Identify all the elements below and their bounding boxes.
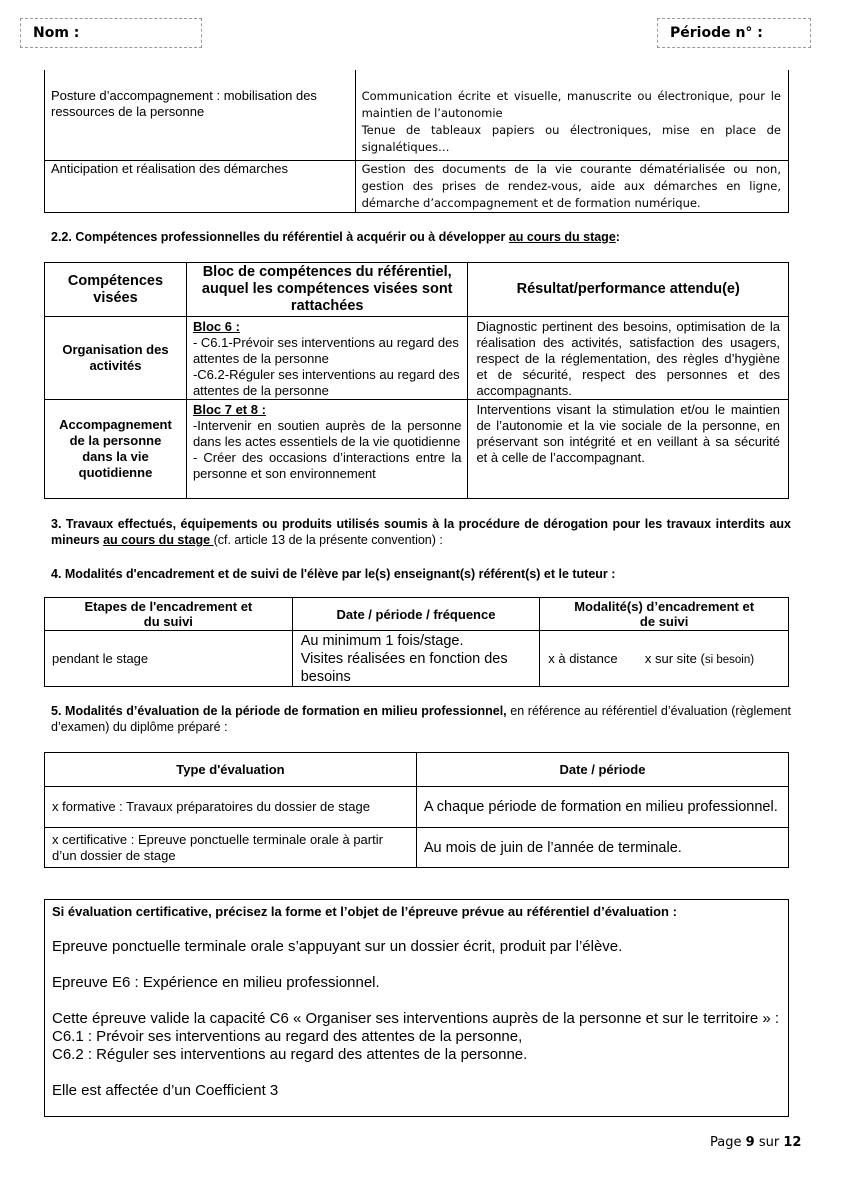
eval-date-formative: A chaque période de formation en milieu professionnel.	[416, 787, 788, 828]
top-row-1-line-1: Communication écrite et visuelle, manuscrite ou électronique, pour le maintien de l’autonomie	[361, 89, 781, 120]
table-header-row	[45, 263, 789, 317]
date-line-2: Visites réalisées en fonction des besoins	[300, 650, 508, 685]
top-table	[44, 70, 789, 213]
table-header-row	[45, 753, 789, 787]
encadrement-table	[44, 597, 789, 687]
certif-p4: C6.1 : Prévoir ses interventions au regard des attentes de la personne,	[52, 1028, 523, 1045]
bloc-7-8-line-2: - Créer des occasions d’interactions entre la personne et son environnement	[192, 450, 462, 481]
bloc-6-title: Bloc 6 :	[192, 319, 240, 334]
header-modalite: Modalité(s) d’encadrement et de suivi	[540, 598, 789, 631]
date-line-1: Au minimum 1 fois/stage.	[300, 632, 464, 649]
bloc-7-8-cell	[186, 400, 467, 499]
eval-type-certificative: x certificative : Epreuve ponctuelle terminale orale à partir d’un dossier de stage	[45, 828, 417, 868]
bloc-7-8-line-1: -Intervenir en soutien auprès de la personne dans les actes essentiels de la vie quotidienne	[192, 418, 462, 449]
table-row	[45, 400, 789, 499]
bloc-6-line-1: - C6.1-Prévoir ses interventions au regard des attentes de la personne	[192, 335, 459, 366]
periode-label: Période n° :	[670, 25, 763, 41]
eval-date-certificative: Au mois de juin de l’année de terminale.	[416, 828, 788, 868]
certif-title: Si évaluation certificative, précisez la forme et l’objet de l’épreuve prévue au référentiel d’évaluation :	[52, 904, 677, 919]
table-row	[45, 787, 789, 828]
table-row	[45, 631, 789, 687]
header-date: Date / période / fréquence	[292, 598, 540, 631]
certif-p6: Elle est affectée d’un Coefficient 3	[52, 1082, 279, 1099]
top-row-2-right: Gestion des documents de la vie courante dématérialisée ou non, gestion des prises de rendez-vous, aide aux démarches en ligne, démarche d’accompagnement et de formation numérique.	[355, 160, 788, 212]
periode-field[interactable]	[657, 18, 811, 48]
header-type: Type d'évaluation	[45, 753, 417, 787]
eval-type-formative: x formative : Travaux préparatoires du dossier de stage	[45, 787, 417, 828]
bloc-7-8-title: Bloc 7 et 8 :	[192, 402, 266, 417]
page-number: Page 9 sur 12	[710, 1135, 802, 1150]
table-header-row	[45, 598, 789, 631]
top-row-1-left: Posture d’accompagnement : mobilisation des ressources de la personne	[45, 70, 356, 160]
header-competences: Compétences visées	[45, 263, 187, 317]
header-bloc: Bloc de compétences du référentiel, auquel les compétences visées sont rattachées	[186, 263, 467, 317]
etape-cell: pendant le stage	[45, 631, 293, 687]
table-row	[45, 160, 789, 212]
modalite-cell	[540, 631, 789, 687]
header-etapes: Etapes de l'encadrement et du suivi	[45, 598, 293, 631]
table-row	[45, 828, 789, 868]
certif-p5: C6.2 : Réguler ses interventions au regard des attentes de la personne.	[52, 1046, 528, 1063]
certif-p1: Epreuve ponctuelle terminale orale s’appuyant sur un dossier écrit, produit par l’élève.	[52, 938, 623, 955]
modalite-site-note: si besoin)	[704, 654, 755, 666]
section-3-heading: 3. Travaux effectués, équipements ou produits utilisés soumis à la procédure de dérogation pour les travaux interdits aux mineurs au cours du stage (cf. article 13 de la présente convention) :	[51, 517, 791, 547]
competences-table	[44, 262, 789, 499]
resultat-organisation: Diagnostic pertinent des besoins, optimisation de la réalisation des activités, satisfaction des usagers, respect de la réglementation, des règles d’hygiène et de sécurité, respect des personnes et des accompagnants.	[468, 317, 789, 400]
evaluation-table	[44, 752, 789, 868]
table-row	[45, 317, 789, 400]
nom-label: Nom :	[33, 25, 80, 41]
top-row-1-right	[355, 70, 788, 160]
competence-accompagnement: Accompagnement de la personne dans la vie quotidienne	[45, 400, 187, 499]
bloc-6-cell	[186, 317, 467, 400]
date-cell	[292, 631, 540, 687]
section-5-heading: 5. Modalités d’évaluation de la période de formation en milieu professionnel, en référence au référentiel d’évaluation (règlement d’examen) du diplôme préparé :	[51, 704, 791, 734]
modalite-distance: x à distance	[548, 651, 618, 666]
resultat-accompagnement: Interventions visant la stimulation et/ou le maintien de l’autonomie et la vie sociale de la personne, en préservant son intégrité et en veillant à sa sécurité et à celle de l’accompagnant.	[468, 400, 789, 499]
competence-organisation: Organisation des activités	[45, 317, 187, 400]
section-2-2-heading: 2.2. Compétences professionnelles du référentiel à acquérir ou à développer au cours du stage:	[51, 230, 620, 244]
top-row-2-left: Anticipation et réalisation des démarches	[45, 160, 356, 212]
modalite-site: x sur site (	[644, 651, 705, 666]
nom-field[interactable]	[20, 18, 202, 48]
bloc-6-line-2: -C6.2-Réguler ses interventions au regard des attentes de la personne	[192, 367, 460, 398]
table-row	[45, 70, 789, 160]
certif-p3: Cette épreuve valide la capacité C6 « Organiser ses interventions auprès de la personne et sur le territoire » :	[52, 1010, 780, 1027]
header-resultat: Résultat/performance attendu(e)	[468, 263, 789, 317]
section-4-heading: 4. Modalités d'encadrement et de suivi de l'élève par le(s) enseignant(s) référent(s) et le tuteur :	[51, 567, 616, 581]
top-row-1-line-2: Tenue de tableaux papiers ou électroniques, mise en place de signalétiques…	[361, 123, 781, 154]
certificative-box	[44, 899, 789, 1117]
header-date-periode: Date / période	[416, 753, 788, 787]
certif-p2: Epreuve E6 : Expérience en milieu professionnel.	[52, 974, 380, 991]
